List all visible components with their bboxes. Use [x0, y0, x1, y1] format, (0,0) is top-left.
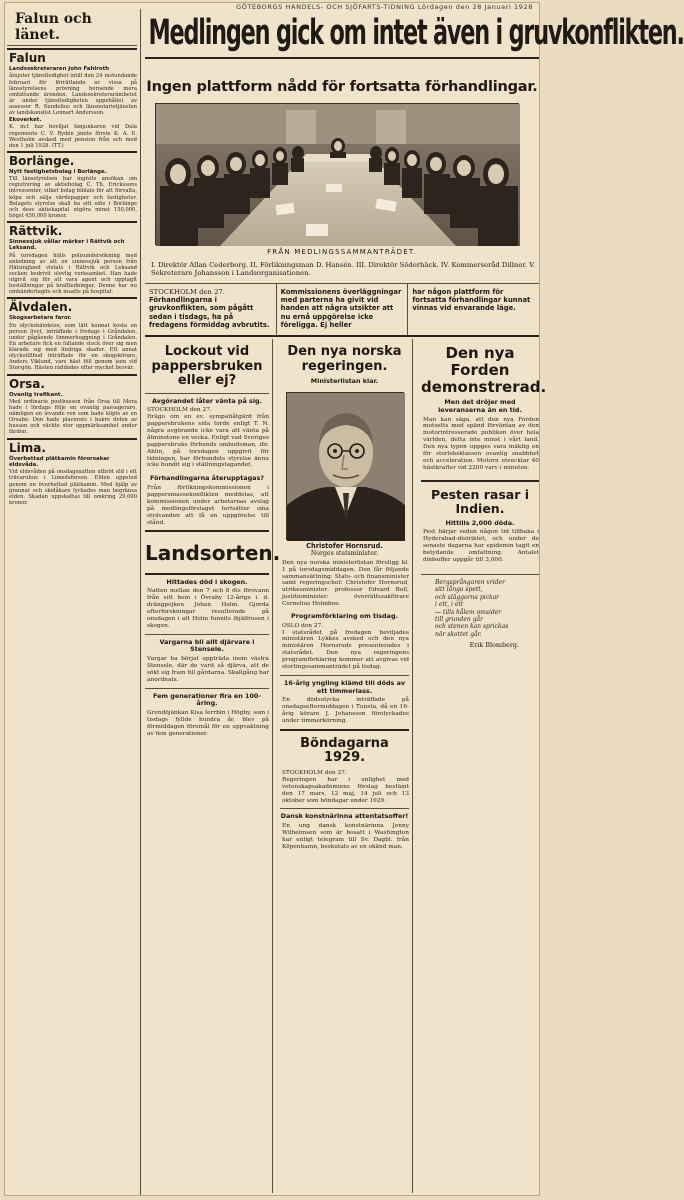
article-subhead: Programförklaring om tisdag.	[291, 612, 398, 621]
article-column-1	[145, 339, 281, 1193]
article-subhead: Skogsarbetare faror.	[9, 315, 72, 322]
lead-text: har någon plattform för fortsatta förhandlingar kunnat vinnas vid envarande läge.	[412, 288, 531, 313]
article-headline-bondagarna: Böndagarna 1929.	[300, 735, 389, 766]
article-text: Pest härjar sedan någon tid tillbaka i Hyderabad-distriktet, och under de senaste dagarna har epidemin tagit en betydande omfattning. Antalet dödsoffer uppgår till 3,000.	[423, 529, 539, 564]
article-text: Vargar ha börjat uppträda inom västra Stensele, där de varit så djärva, att de sökt sig fram till gårdarna. Skallgång har anordnats.	[147, 656, 269, 683]
article-text: Man kan säga, att den nya Forden motsetts med spänd förväntan av den motorintresserade publiken över hela världen, detta inte minst i vårt land. Den nya typen uppges vara mäktig en för storleksklassen ovanlig snabbhet och acceleration. Motorn utvecklar 40 hästkrafter vid 2200 varv i minuten.	[423, 416, 539, 471]
lead-column	[276, 284, 408, 335]
poem-line: sitt långa spett,	[435, 586, 483, 594]
article-column-3	[417, 339, 547, 1193]
article-text: En ung dansk konstnärinna Jenny Wilhelmsen som är bosatt i Washington har enligt telegram till Sv. Dagbl. från Köpenhamn, beskutats av en okänd man.	[282, 823, 409, 850]
article-text: En olyckshändelse, som lätt kunnat kosta en person livet, inträffade i fredags i Gråndalen, under pågående timmerhuggning i Gråndalen. En arbetare fick en fallande stock över sig men klarade sig med lindriga skador. Ett annat olyckstillbud inträffade för en skogskörare, Anders Viklund, vars häst föll genom isen vid Storsjön. Hästen räddades efter mycket besvär.	[9, 322, 137, 372]
section-headline-landsorten: Landsorten.	[145, 541, 281, 566]
article-text: Den nya norska ministerlistan föreligg kl. 1 på torsdagsmiddagen. Den får följande sammansättning: Stats- och finansminister samt regeringschef: Christofer Hornsrud, utrikesminister: professor Edvard Bull, justitieminister: överrättssakförare Cornelius Holmboe.	[282, 559, 409, 608]
article-subhead: Nytt fastighetsbolag i Borlänge.	[9, 168, 107, 175]
poem	[421, 579, 539, 638]
poem-line: och släggorna pickar	[435, 593, 500, 601]
article-column-2	[277, 339, 413, 1193]
headline-box	[145, 13, 684, 59]
article-subhead: 16-årig yngling klämd till döds av ett timmerlass.	[283, 678, 406, 695]
article-subhead: Ekoverket.	[9, 117, 42, 124]
masthead-topline: GÖTEBORGS HANDELS- OCH SJÖFARTS-TIDNING Lördagen den 28 Januari 1928	[236, 3, 533, 11]
photo-caption: FRÅN MEDLINGSSAMMANTRÄDET.	[267, 248, 417, 256]
lead-column	[145, 284, 276, 335]
left-column	[7, 9, 141, 1195]
article-text: På torsdagen hölls polisundersökning med anledning av att en sinnessjuk person från Hälsingland vistats i Rättvik och Leksand socken bedrivit olovlig verksamhet. Han hade utgivit sig för att vara agent och upptagit beställningar på kraftledningar. Denne har nu omhändertagits och insatts på hospital.	[9, 252, 137, 296]
article-text: Från förlikningskommissionen i pappersmassekonflikten meddelas, att kommissionen under arbetarnas avslag på medlingsförslaget fortsätter sina strävanden att få en uppgörelse till stånd.	[147, 484, 269, 526]
newspaper-page	[4, 2, 684, 1196]
region-heading-lima: Lima.	[7, 438, 137, 455]
article-text: En dödsolycka inträffade på onsdagseftermiddagen i Tunsta, då en 16-årig körare J. Johansson förolyckades under timmerkörning.	[282, 697, 409, 724]
poem-line: till grunden går	[435, 615, 483, 623]
article-subhead: Hittills 2,000 döda.	[445, 518, 515, 527]
article-subhead: Vargarna bli allt djärvare i Stensele.	[159, 637, 255, 654]
main-headline: Medlingen gick om intet även i gruvkonflikten.	[148, 13, 684, 54]
lead-paragraph-row	[145, 283, 539, 337]
dateline: STOCKHOLM den 27.	[282, 769, 347, 776]
photo-caption-names: I. Direktör Allan Cederborg. II. Förlikningsman D. Hansén. III. Direktör Söderhäck. IV. Kommerseråd Dillner. V. Sekreterare Johansson i Landsorganisationen.	[151, 261, 535, 278]
article-text: Med ordinarie postbussen från Orsa till Mora hade i lördags följe en ovanlig passagerare, nämligen en levande ren som hade köpts av en Orsabo. Den hade placerats i bakre delen av bussen och väckte stor uppmärksamhet under färden.	[9, 398, 137, 436]
article-headline-forden: Den nya Forden demonstrerad.	[421, 344, 547, 396]
meeting-photo	[155, 103, 519, 245]
article-subhead: Ministerlistan klar.	[310, 377, 379, 386]
poem-signature: Erik Blomberg.	[469, 641, 519, 650]
region-heading-orsa: Orsa.	[7, 374, 137, 391]
article-subhead: Avgörandet låter vänta på sig.	[151, 396, 263, 405]
article-text: K. m:t har beviljat fanjunkaren vid Dala regemente C. V. Rydén jämte förste K. A. E. Westholm avsked med pension från och med den 1 juli 1928. (TT.)	[9, 124, 137, 149]
poem-line: Bergsprångaren vrider	[435, 578, 505, 586]
portrait-subcaption: Norges statsminister.	[310, 549, 379, 557]
poem-line: i ett, i ett	[435, 601, 464, 609]
dateline: STOCKHOLM den 27.	[149, 288, 225, 296]
article-text: Grendöjänkan Kisa Ierrbin i Högby, som i tisdags fyllde hundra år, blev på förmiddagen föremål för en uppvaktning av fem generationer.	[147, 709, 269, 737]
article-subhead: Dansk konstnärinna attentatsoffer!	[280, 812, 409, 821]
article-subhead: Men det dröjer med leveranserna än en tid.	[438, 398, 522, 414]
main-subheadline: Ingen plattform nådd för fortsatta förhandlingar.	[146, 79, 538, 95]
region-heading-alvdalen: Älvdalen.	[7, 297, 137, 314]
article-subhead: Ovanlig trafikant.	[9, 391, 63, 398]
region-heading-rattvik: Rättvik.	[7, 221, 137, 238]
meeting-photo-image	[156, 104, 520, 246]
poem-line: — tills håleт omsider	[435, 608, 502, 616]
portrait-caption: Christofer Hornsrud.	[306, 541, 383, 550]
article-headline-lockout: Lockout vid pappersbruken eller ej?	[151, 344, 263, 389]
left-column-title: Falun och länet.	[7, 9, 137, 46]
region-heading-borlange: Borlänge.	[7, 151, 137, 168]
article-subhead: Fem generationer fira en 100-åring.	[152, 691, 261, 708]
article-subhead: Sinnessjuk vållar märker i Rättvik och Leksand.	[9, 238, 125, 252]
article-text: åtnjuter tjänstledighet intill den 24 instundande februari för förrättande av vissa på länsstyrelsens prövning beroende mera omfattande ärenden. Landssekreterarämbetet är under tjänstledigheten uppehållet av assessor R. Sundelius och länsnotarietjänsten av landskanslist Lennart Andersson.	[9, 73, 137, 116]
article-headline-norska-regeringen: Den nya norska regeringen.	[287, 344, 402, 374]
article-subhead: Överbettad plätkamin förorsakar eldsvåda.	[9, 455, 110, 468]
article-subhead: Hittades död i skogen.	[166, 577, 248, 586]
article-text: Natten mellan den 7 och 8 dis försvann från sitt hem i Övraby 12-årige i. d. drängpojken Johan Holm. Gjorda efterforskningar resulterade på onsdagen i att Holm funnits ihjälfrusen i skogen.	[147, 588, 269, 629]
article-text: Vid eldsvåden på onsdagsnatten utbröt eld i ett trävaruhus i Limedsforsen. Elden uppstod genom en överhettad plätkamin. Med hjälp av grannar och skidåkare lyckades man begränsa elden. Skadan uppskattas till omkring 29,000 kronor.	[9, 469, 137, 506]
article-text: I statsrådet på fredagen beviljades ministären Lykkes avsked och den nya ministären Hornsruds presenterades i statsrådet. Den nya regeringens programförklaring kommer att avgivas vid stortingssammanträdet på tisdag.	[282, 629, 409, 671]
lead-column	[407, 284, 539, 335]
poem-line: och stenen kan sprickas	[435, 623, 509, 631]
portrait-image	[287, 393, 405, 541]
article-text: Iträgo om en ev. sympatiåtgärd från pappersbrukens sida torde enligt T. N. några avgörande icke vara att vänta på åtminstone en vecka. Enligt vad Sveriges pappersbruks förbunds ombudsman, dir. Ahlin, på torsdagen uppgivit för tidningen, har förbundets styrelse ännu icke bundit sig i ställningstagandet.	[147, 414, 269, 469]
article-subhead: Landssekreteraren John Fahlroth	[9, 66, 110, 72]
article-text: Till länsstyrelsen har ingivits ansökan om registrering av aktiebolag C. Th. Erickssons intressenter, vilket bolag bildats för att förvalta, köpa och sälja värdepapper och fastigheter. Bolagets styrelse skall ha sitt säte i Borlänge och dess aktiekapital utgöra minst 150,000, högst 450,000 kronor.	[9, 176, 137, 219]
article-headline-pesten: Pesten rasar i Indien.	[430, 486, 530, 516]
dateline: STOCKHOLM den 27.	[147, 407, 212, 414]
lead-text: Förhandlingarna i gruvkonflikten, som pågått sedan i tisdags, ha på fredagens förmiddag avbrutits.	[149, 296, 270, 329]
poem-line: när skottet går.	[435, 630, 482, 638]
article-text: Regeringen har i enlighet med vetenskapsakademiens förslag bestämt den 17 mars, 12 maj, 14 juli och 13 oktober som böndagar under 1929.	[282, 776, 409, 804]
lead-text: Kommissionens överläggningar med parterna ha givit vid handen att några utsikter att nu ernå uppgörelse icke föreligga. Ej heller	[280, 288, 402, 329]
portrait-photo	[286, 392, 404, 540]
region-heading-falun: Falun	[7, 48, 137, 65]
dateline: OSLO den 27.	[282, 622, 324, 629]
article-subhead: Förhandlingarna återupptagas?	[149, 474, 264, 483]
